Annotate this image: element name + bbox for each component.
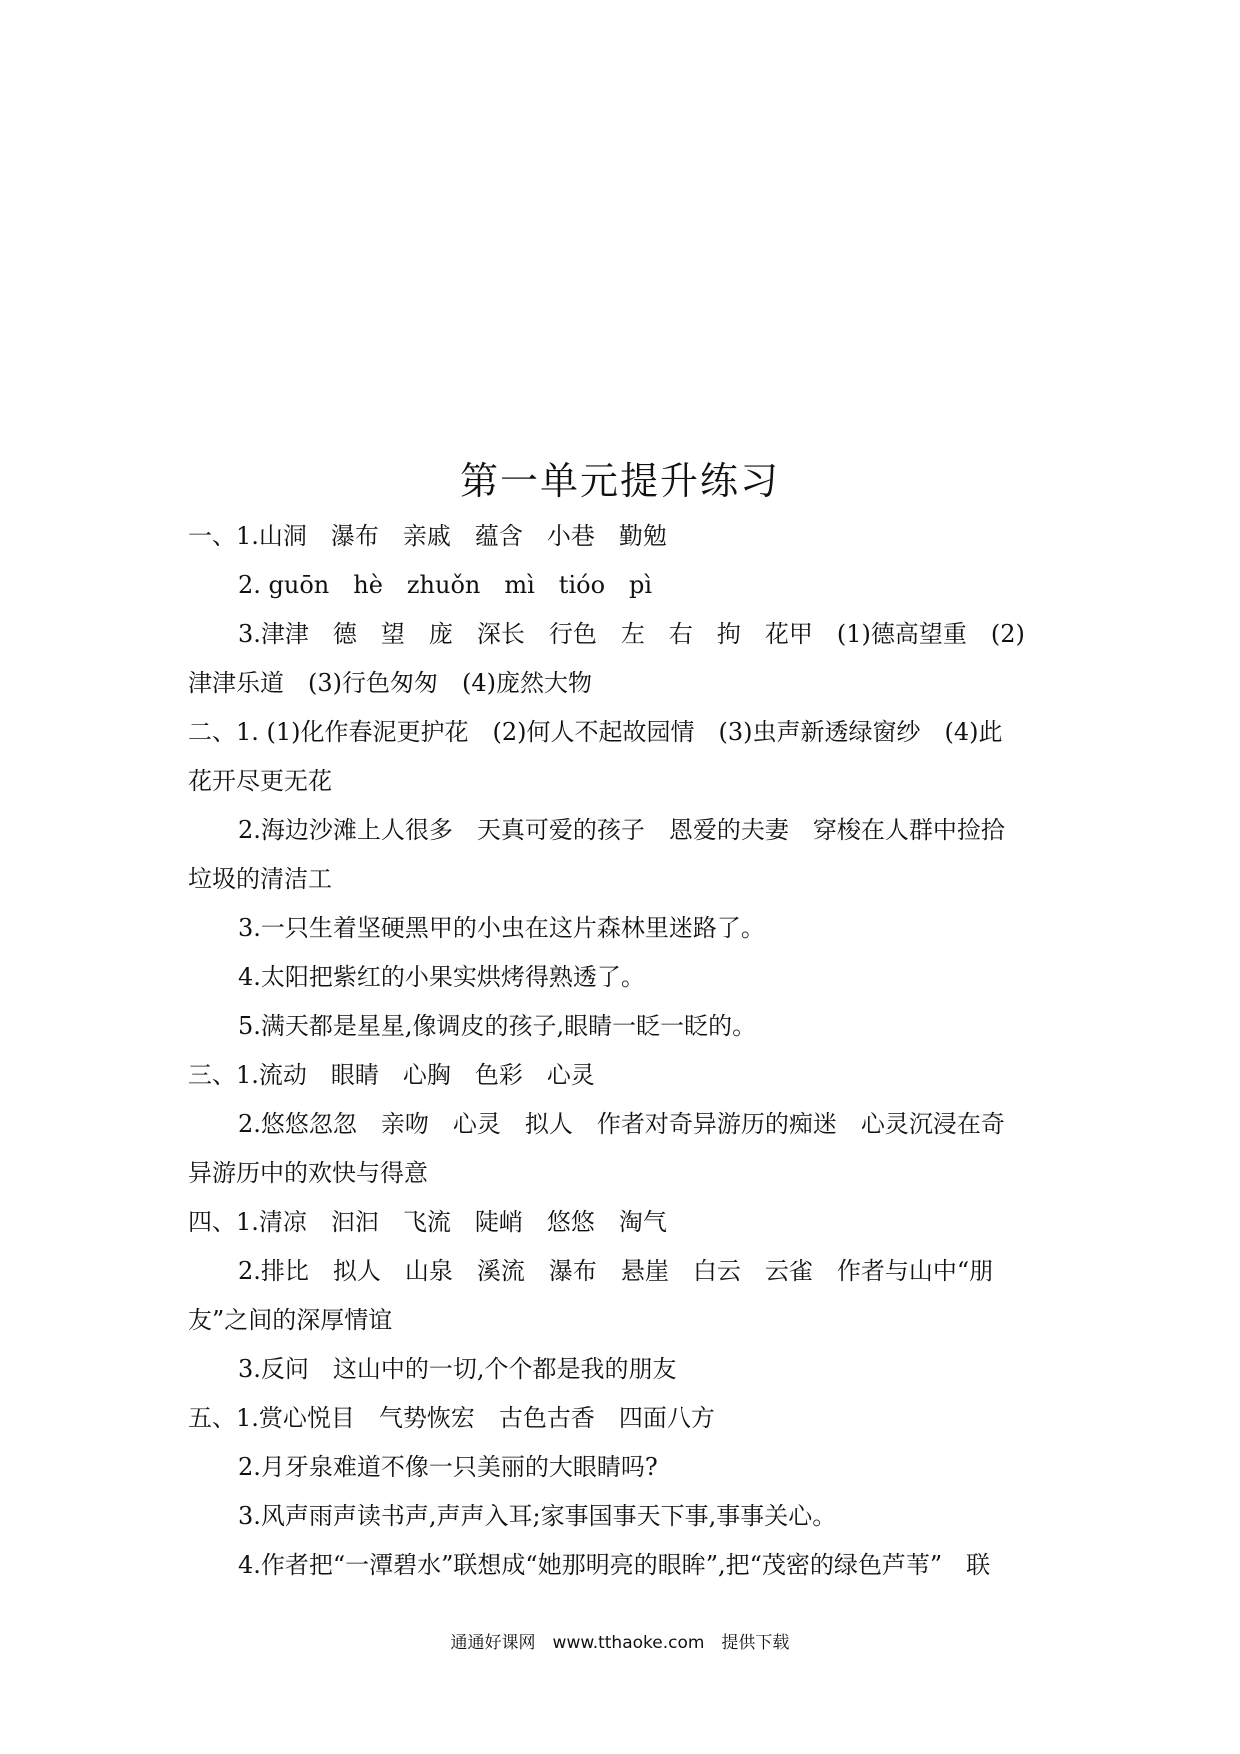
answer-line: 2.排比 拟人 山泉 溪流 瀑布 悬崖 白云 云雀 作者与山中“朋 <box>238 1257 994 1285</box>
answer-line: 3.反问 这山中的一切,个个都是我的朋友 <box>238 1355 677 1383</box>
answer-line: 津津乐道 (3)行色匆匆 (4)庞然大物 <box>188 669 592 697</box>
answer-body <box>188 512 1068 1590</box>
answer-line: 4.太阳把紫红的小果实烘烤得熟透了。 <box>238 963 645 991</box>
answer-line: 五、1.赏心悦目 气势恢宏 古色古香 四面八方 <box>188 1404 715 1432</box>
answer-line: 二、1. (1)化作春泥更护花 (2)何人不起故园情 (3)虫声新透绿窗纱 (4)此 <box>188 718 1003 746</box>
answer-line: 4.作者把“一潭碧水”联想成“她那明亮的眼眸”,把“茂密的绿色芦苇” 联 <box>238 1551 991 1579</box>
answer-line: 5.满天都是星星,像调皮的孩子,眼睛一眨一眨的。 <box>238 1012 757 1040</box>
answer-line: 3.风声雨声读书声,声声入耳;家事国事天下事,事事关心。 <box>238 1502 837 1530</box>
answer-line: 2.海边沙滩上人很多 天真可爱的孩子 恩爱的夫妻 穿梭在人群中捡拾 <box>238 816 1005 844</box>
answer-line: 2.悠悠忽忽 亲吻 心灵 拟人 作者对奇异游历的痴迷 心灵沉浸在奇 <box>238 1110 1005 1138</box>
answer-line: 3.津津 德 望 庞 深长 行色 左 右 拘 花甲 (1)德高望重 (2) <box>238 620 1025 648</box>
answer-line: 2. guōn hè zhuǒn mì tióo pì <box>238 571 653 599</box>
answer-line: 垃圾的清洁工 <box>188 865 332 893</box>
answer-line: 花开尽更无花 <box>188 767 332 795</box>
page-title: 第一单元提升练习 <box>459 459 780 503</box>
answer-line: 3.一只生着坚硬黑甲的小虫在这片森林里迷路了。 <box>238 914 765 942</box>
answer-line: 一、1.山洞 瀑布 亲戚 蕴含 小巷 勤勉 <box>188 522 667 550</box>
page-footer: 通通好课网 www.tthaoke.com 提供下载 <box>450 1633 790 1653</box>
answer-line: 2.月牙泉难道不像一只美丽的大眼睛吗? <box>238 1453 658 1481</box>
answer-line: 友”之间的深厚情谊 <box>188 1306 393 1334</box>
answer-line: 三、1.流动 眼睛 心胸 色彩 心灵 <box>188 1061 595 1089</box>
answer-line: 异游历中的欢快与得意 <box>188 1159 428 1187</box>
answer-line: 四、1.清凉 汩汩 飞流 陡峭 悠悠 淘气 <box>188 1208 667 1236</box>
